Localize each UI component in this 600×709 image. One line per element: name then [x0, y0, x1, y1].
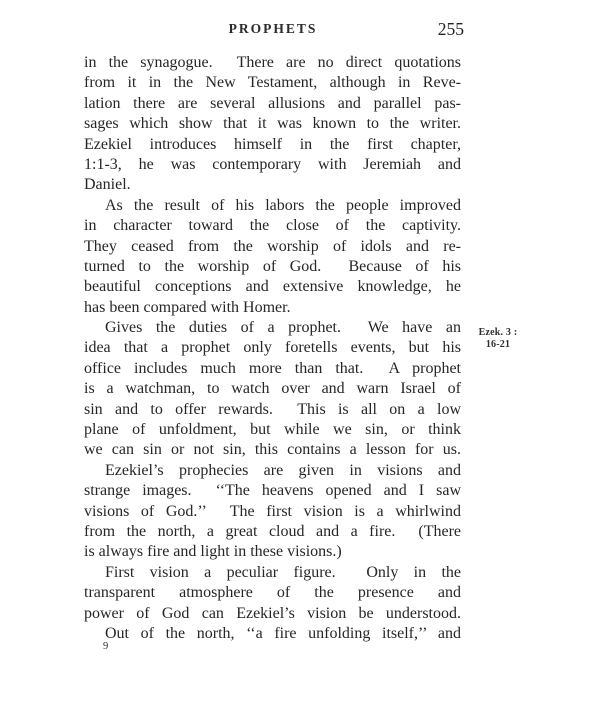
signature-mark: 9: [103, 641, 109, 652]
text-line: turned to the worship of God. Because of his: [84, 257, 461, 275]
margin-note: [470, 327, 526, 351]
text-line: Gives the duties of a prophet. We have an: [105, 319, 461, 337]
text-line: office includes much more than that. A prophet: [84, 359, 461, 377]
text-line: lation there are several allusions and parallel pas-: [84, 94, 461, 112]
text-line: power of God can Ezekiel’s vision be understood.: [84, 604, 461, 622]
paragraph: [84, 624, 461, 644]
text-line: beautiful conceptions and extensive knowledge, he: [84, 278, 461, 296]
text-line: in character toward the close of the captivity.: [84, 217, 461, 235]
margin-note-reference: Ezek. 3 :: [478, 327, 518, 338]
page-number: 255: [437, 19, 464, 39]
text-line: we can sin or not sin, this contains a lesson for us.: [84, 441, 461, 459]
text-line: transparent atmosphere of the presence and: [84, 584, 461, 602]
paragraph: [84, 196, 461, 318]
page-title: PROPHETS: [228, 21, 318, 36]
text-line: plane of unfoldment, but while we sin, or think: [84, 421, 461, 439]
text-line: Daniel.: [84, 176, 131, 194]
paragraph: [84, 53, 461, 196]
text-line: idea that a prophet only foretells events, but his: [84, 339, 461, 357]
paragraph: [84, 461, 461, 563]
margin-note-verses: 16-21: [485, 339, 511, 351]
text-line: strange images. ‘‘The heavens opened and I saw: [84, 482, 461, 500]
text-line: in the synagogue. There are no direct quotations: [84, 54, 461, 71]
text-line: from the north, a great cloud and a fire. (There: [84, 522, 461, 540]
text-line: Ezekiel’s prophecies are given in visions and: [105, 461, 461, 479]
text-line: They ceased from the worship of idols and re-: [84, 237, 461, 255]
text-line: has been compared with Homer.: [84, 298, 291, 316]
text-line: sages which show that it was known to the writer.: [84, 115, 461, 133]
text-line: Out of the north, ‘‘a fire unfolding itself,’’ and: [105, 624, 461, 642]
text-line: is always fire and light in these visions.): [84, 543, 342, 561]
text-line: First vision a peculiar figure. Only in the: [105, 563, 461, 581]
text-line: 1:1-3, he was contemporary with Jeremiah and: [84, 155, 461, 173]
text-line: is a watchman, to watch over and warn Israel of: [84, 380, 461, 398]
text-line: Ezekiel introduces himself in the first chapter,: [84, 135, 461, 153]
paragraph: [84, 318, 461, 461]
text-line: from it in the New Testament, although in Reve-: [84, 74, 461, 92]
text-line: visions of God.’’ The first vision is a whirlwind: [84, 502, 461, 520]
paragraph: [84, 563, 461, 624]
text-line: sin and to offer rewards. This is all on a low: [84, 400, 461, 418]
text-line: As the result of his labors the people improved: [105, 196, 461, 214]
body-text: [84, 53, 461, 644]
running-head: [84, 14, 462, 40]
